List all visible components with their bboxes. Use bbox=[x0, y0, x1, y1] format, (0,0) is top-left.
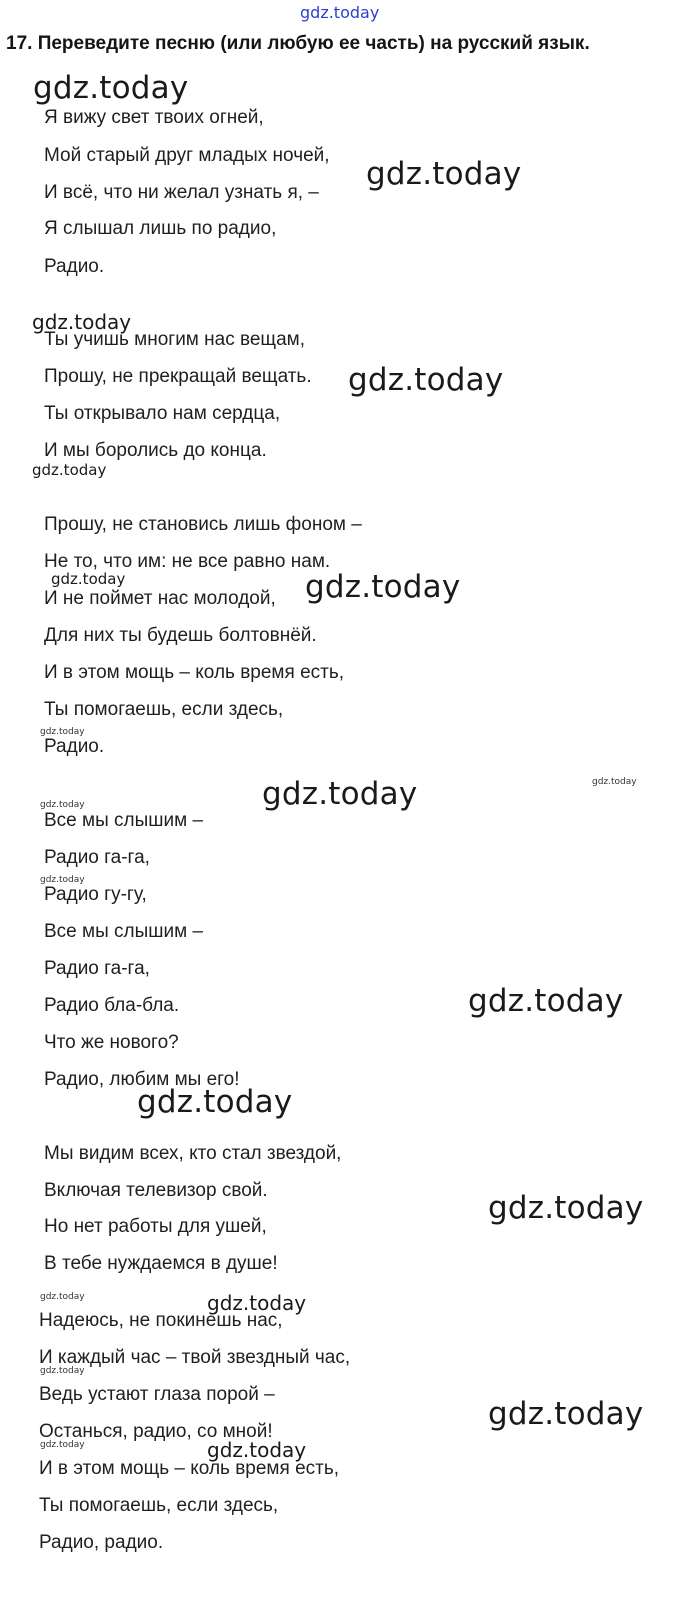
lyric-line: Радио бла-бла. bbox=[44, 995, 180, 1016]
lyric-line: Что же нового? bbox=[44, 1032, 179, 1053]
lyric-line: Все мы слышим – bbox=[44, 921, 204, 942]
watermark: gdz.today bbox=[40, 727, 85, 737]
lyric-line: Радио, радио. bbox=[39, 1532, 164, 1553]
watermark: gdz.today bbox=[40, 1292, 85, 1302]
lyric-line: Радио га-га, bbox=[44, 958, 150, 979]
lyric-line: И не поймет нас молодой, bbox=[44, 588, 276, 609]
lyric-line: Не то, что им: не все равно нам. bbox=[44, 551, 331, 572]
lyric-line: Все мы слышим – bbox=[44, 810, 204, 831]
lyric-line: Включая телевизор свой. bbox=[44, 1180, 268, 1201]
lyric-line: Ты помогаешь, если здесь, bbox=[39, 1495, 279, 1516]
lyric-line: Радио. bbox=[44, 256, 105, 277]
watermark: gdz.today bbox=[348, 362, 504, 398]
lyric-line: Я вижу свет твоих огней, bbox=[44, 107, 264, 128]
lyric-line: Ты учишь многим нас вещам, bbox=[44, 329, 305, 350]
watermark: gdz.today bbox=[207, 1291, 307, 1315]
lyric-line: Ведь устают глаза порой – bbox=[39, 1384, 275, 1405]
watermark: gdz.today bbox=[592, 777, 637, 787]
lyric-line: Прошу, не прекращай вещать. bbox=[44, 366, 312, 387]
watermark: gdz.today bbox=[366, 156, 522, 192]
watermark: gdz.today bbox=[137, 1084, 293, 1120]
lyric-line: Радио, любим мы его! bbox=[44, 1069, 240, 1090]
lyric-line: Мы видим всех, кто стал звездой, bbox=[44, 1143, 342, 1164]
header-watermark: gdz.today bbox=[300, 3, 380, 22]
lyric-line: В тебе нуждаемся в душе! bbox=[44, 1253, 278, 1274]
lyric-line: Я слышал лишь по радио, bbox=[44, 218, 277, 239]
exercise-heading: 17. Переведите песню (или любую ее часть) на русский язык. bbox=[6, 33, 590, 54]
lyric-line: Ты помогаешь, если здесь, bbox=[44, 699, 284, 720]
watermark: gdz.today bbox=[40, 1440, 85, 1450]
lyric-line: Для них ты будешь болтовнёй. bbox=[44, 625, 317, 646]
watermark: gdz.today bbox=[40, 875, 85, 885]
lyric-line: И всё, что ни желал узнать я, – bbox=[44, 182, 319, 203]
lyric-line: И в этом мощь – коль время есть, bbox=[44, 662, 345, 683]
lyric-line: Ты открывало нам сердца, bbox=[44, 403, 281, 424]
watermark: gdz.today bbox=[32, 310, 132, 334]
lyric-line: И в этом мощь – коль время есть, bbox=[39, 1458, 340, 1479]
watermark: gdz.today bbox=[33, 70, 189, 106]
watermark: gdz.today bbox=[468, 983, 624, 1019]
lyric-line: Радио га-га, bbox=[44, 847, 150, 868]
lyric-line: Прошу, не становись лишь фоном – bbox=[44, 514, 362, 535]
lyric-line: И каждый час – твой звездный час, bbox=[39, 1347, 351, 1368]
watermark: gdz.today bbox=[40, 1366, 85, 1376]
watermark: gdz.today bbox=[488, 1190, 644, 1226]
watermark: gdz.today bbox=[32, 461, 107, 479]
lyric-line: Останься, радио, со мной! bbox=[39, 1421, 273, 1442]
watermark: gdz.today bbox=[40, 800, 85, 810]
lyric-line: Радио. bbox=[44, 736, 105, 757]
watermark: gdz.today bbox=[262, 776, 418, 812]
watermark: gdz.today bbox=[305, 569, 461, 605]
lyric-line: Но нет работы для ушей, bbox=[44, 1216, 267, 1237]
lyric-line: Радио гу-гу, bbox=[44, 884, 147, 905]
lyric-line: Надеюсь, не покинешь нас, bbox=[39, 1310, 283, 1331]
watermark: gdz.today bbox=[51, 570, 126, 588]
watermark: gdz.today bbox=[207, 1438, 307, 1462]
watermark: gdz.today bbox=[488, 1396, 644, 1432]
lyric-line: Мой старый друг младых ночей, bbox=[44, 145, 330, 166]
lyric-line: И мы боролись до конца. bbox=[44, 440, 267, 461]
